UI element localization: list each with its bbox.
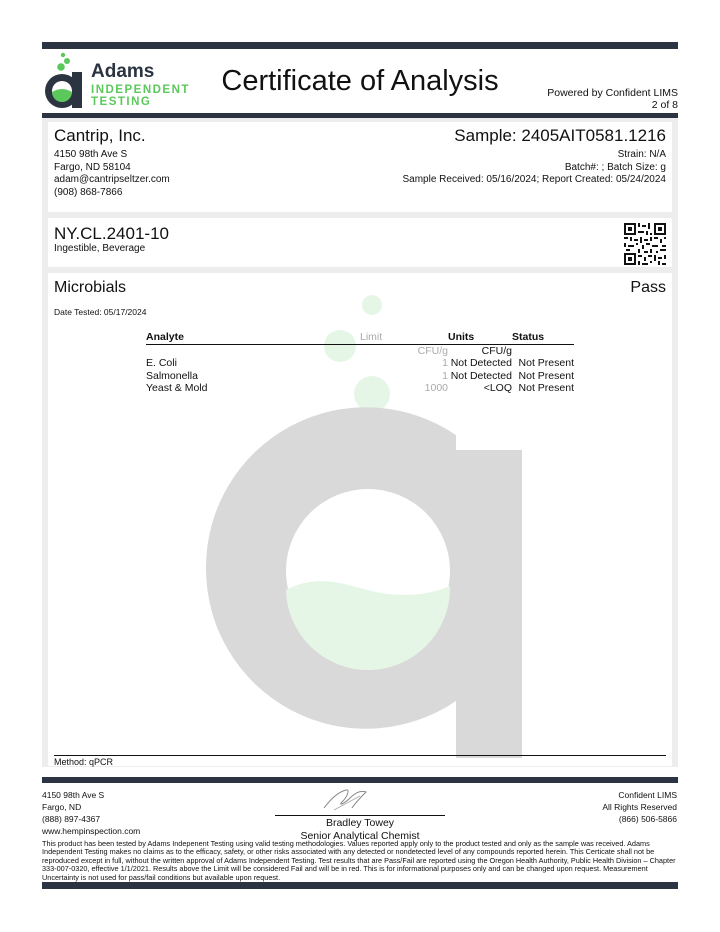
- analyte-units: <LOQ: [483, 382, 512, 394]
- column-header-analyte: Analyte: [146, 331, 360, 344]
- flask-logo-icon: [42, 52, 94, 110]
- footer-phone: (888) 897-4367: [42, 814, 101, 824]
- qr-code-icon: [623, 222, 667, 266]
- sample-batch: Batch#: ; Batch Size: g: [564, 162, 666, 173]
- table-row: [146, 370, 574, 383]
- client-phone: (908) 868-7866: [54, 187, 123, 198]
- logo-line-testing: TESTING: [91, 96, 152, 108]
- table-row: [146, 357, 574, 370]
- sample-dates: Sample Received: 05/16/2024; Report Created: 05/24/2024: [402, 174, 666, 185]
- client-name: Cantrip, Inc.: [54, 126, 146, 145]
- analyte-units: Not Detected: [450, 357, 512, 369]
- logo-line-independent: INDEPENDENT: [91, 84, 190, 96]
- bottom-bar: [42, 882, 678, 889]
- analyte-name: Salmonella: [146, 369, 198, 382]
- footer-address-line2: Fargo, ND: [42, 802, 82, 812]
- analyte-name: Yeast & Mold: [146, 382, 208, 394]
- sample-id: Sample: 2405AIT0581.1216: [454, 126, 666, 145]
- top-bar: [42, 42, 678, 49]
- page-title: Certificate of Analysis: [221, 65, 499, 97]
- analyte-limit: 1: [442, 369, 448, 382]
- footer-lims-info: [520, 789, 677, 825]
- unit-row: [146, 344, 574, 357]
- footer-website[interactable]: www.hempinspection.com: [42, 826, 141, 836]
- client-email: adam@cantripseltzer.com: [54, 174, 170, 185]
- analyte-limit: 1000: [424, 382, 448, 394]
- footer-lab-address: [42, 789, 140, 837]
- analyte-name: E. Coli: [146, 357, 177, 369]
- disclaimer: This product has been tested by Adams Indepenent Testing using valid testing methodologies. Values reported apply only to the product tested and only as the sample was received. Adams Independent Testing makes no claims as to the efficacy, safety, or other risks associated with any detected or nondetected level of any compounds reported herein. This Certicate shall not be reproduced except in full, without the written approval of Adams Independent Testing. Test results that are Pass/Fail are reported using the Oregon Health Authority, Public Health Division – Chapter 333-007-0320, effective 1/1/2021. Results above the Limit will be considered Fail and will be in red. This is for informational purposes only and can be changed upon request. Measurement Uncertainty is not used for pass/fail conditions but available upon request.: [42, 839, 676, 882]
- footer-lims-phone: (866) 506-5866: [618, 814, 677, 824]
- analyte-status: Not Present: [518, 382, 574, 394]
- client-address-line2: Fargo, ND 58104: [54, 162, 131, 173]
- table-header-row: [146, 331, 574, 344]
- table-row: [146, 382, 574, 395]
- signer-name: Bradley Towey: [325, 817, 395, 829]
- date-tested: Date Tested: 05/17/2024: [54, 307, 147, 317]
- footer-lims-name: Confident LIMS: [618, 790, 677, 800]
- analyte-units: Not Detected: [450, 369, 512, 382]
- product-code: NY.CL.2401-10: [54, 224, 169, 243]
- sample-strain: Strain: N/A: [617, 149, 666, 160]
- powered-by: Powered by Confident LIMS: [547, 87, 678, 99]
- footer-top-bar: [42, 777, 678, 783]
- method-text: Method: qPCR: [54, 757, 114, 767]
- analyte-status: Not Present: [518, 357, 574, 369]
- section-title-microbials: Microbials: [54, 279, 127, 296]
- analyte-limit: 1: [442, 357, 448, 369]
- analyte-status: Not Present: [518, 369, 574, 382]
- page-number: 2 of 8: [651, 99, 678, 111]
- column-header-limit: Limit: [360, 331, 448, 344]
- column-header-status: Status: [512, 331, 574, 344]
- header-divider: [42, 113, 678, 118]
- microbials-table: [146, 331, 574, 395]
- adams-logo: [42, 52, 202, 110]
- signature-icon: [320, 786, 372, 814]
- client-address-line1: 4150 98th Ave S: [54, 149, 128, 160]
- footer-rights: All Rights Reserved: [602, 802, 677, 812]
- unit-limit: CFU/g: [417, 344, 448, 357]
- unit-units: CFU/g: [481, 344, 512, 357]
- signature-line: [275, 815, 445, 816]
- footer-address-line1: 4150 98th Ave S: [42, 790, 105, 800]
- logo-name: Adams: [91, 61, 155, 82]
- product-type: Ingestible, Beverage: [54, 243, 146, 254]
- method-divider: [54, 755, 666, 756]
- column-header-units: Units: [448, 331, 512, 344]
- signer-title: Senior Analytical Chemist: [300, 830, 420, 842]
- microbials-result: Pass: [630, 279, 666, 296]
